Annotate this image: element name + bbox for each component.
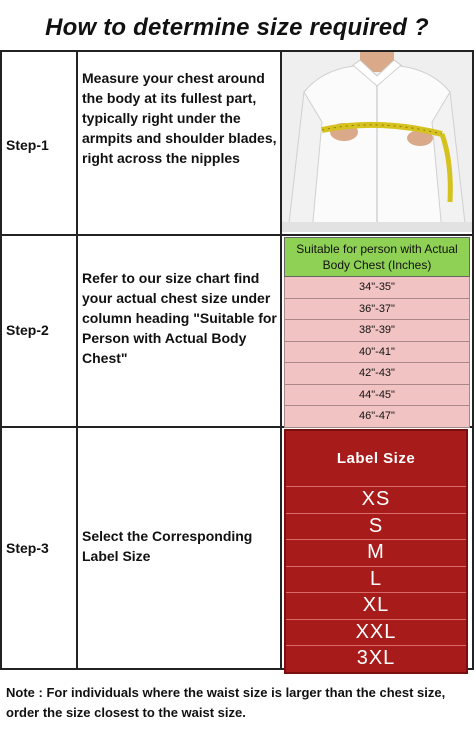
step-3-label: Step-3 [6, 540, 49, 556]
step-2-text: Refer to our size chart find your actual chest size under column heading "Suitable for Person with Actual Body Chest" [82, 270, 277, 366]
chest-size-row: 36"-37" [284, 299, 470, 321]
chest-size-row: 46"-47" [284, 406, 470, 428]
table-border-left [0, 50, 2, 670]
step-1-text: Measure your chest around the body at its fullest part, typically right under the armpits and shoulder blades, right across the nipples [82, 70, 277, 166]
waist-size-note: Note : For individuals where the waist size is larger than the chest size, order the size closest to the waist size. [6, 685, 446, 720]
label-size-row: M [286, 540, 466, 567]
chest-chart-header: Suitable for person with Actual Body Chest (Inches) [284, 237, 470, 277]
row-divider-1 [0, 234, 474, 236]
step-2-label: Step-2 [6, 322, 49, 338]
label-chart-header: Label Size [286, 431, 466, 487]
man-measuring-chest-illustration [282, 52, 472, 232]
step-1-label: Step-1 [6, 137, 49, 153]
chest-size-row: 40"-41" [284, 342, 470, 364]
label-size-row: S [286, 514, 466, 541]
label-size-row: L [286, 567, 466, 594]
page-title: How to determine size required ? [45, 14, 429, 41]
label-size-row: XL [286, 593, 466, 620]
col-divider-1 [76, 50, 78, 670]
chest-size-row: 44"-45" [284, 385, 470, 407]
chest-size-row: 42"-43" [284, 363, 470, 385]
step-3-text: Select the Corresponding Label Size [82, 528, 253, 564]
chest-size-row: 34"-35" [284, 277, 470, 299]
label-size-row: XS [286, 487, 466, 514]
label-size-row: XXL [286, 620, 466, 647]
label-size-chart [284, 429, 468, 674]
chest-measurement-photo [282, 52, 472, 232]
chest-size-chart [284, 237, 470, 428]
label-size-row: 3XL [356, 647, 396, 669]
chest-size-row: 38"-39" [284, 320, 470, 342]
